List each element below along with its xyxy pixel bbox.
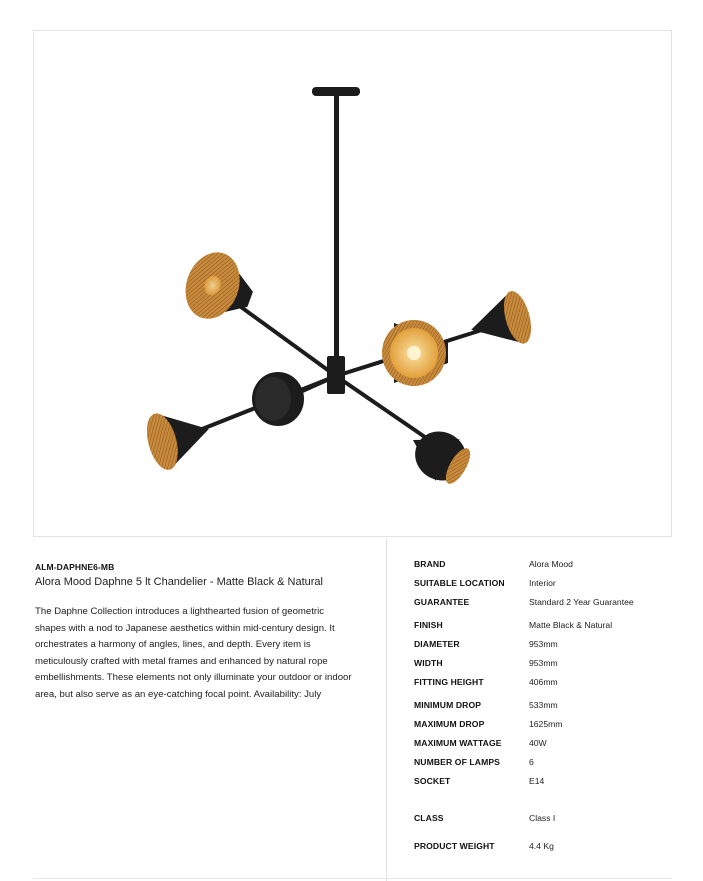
spec-value-location: Interior: [529, 578, 556, 588]
product-title: Alora Mood Daphne 5 lt Chandelier - Matte Black & Natural: [35, 576, 323, 588]
product-description: The Daphne Collection introduces a lighthearted fusion of geometric shapes with a nod to Japanese aesthetics within mid-century design. It orchestrates a harmony of angles, lines, and depth. Every item is meticulously crafted with metal frames and enhanced by natural rope embellishments. These elements not only illuminate your outdoor or indoor area, but also serve as an eye-catching focal point. Availability: July: [35, 606, 352, 700]
spec-label-class: CLASS: [414, 813, 444, 823]
spec-value-min-drop: 533mm: [529, 700, 558, 710]
arm: [336, 376, 438, 446]
lamp-shade: [252, 372, 304, 426]
column-divider: [386, 538, 387, 881]
spec-label-finish: FINISH: [414, 620, 443, 630]
arm: [230, 299, 336, 376]
spec-label-guarantee: GUARANTEE: [414, 597, 470, 607]
spec-value-max-drop: 1625mm: [529, 719, 563, 729]
ceiling-canopy: [312, 87, 360, 96]
spec-value-brand: Alora Mood: [529, 559, 573, 569]
chandelier-image: [34, 31, 673, 538]
spec-value-finish: Matte Black & Natural: [529, 620, 613, 630]
spec-value-weight: 4.4 Kg: [529, 841, 554, 851]
spec-label-weight: PRODUCT WEIGHT: [414, 841, 495, 851]
lamp-shade: [464, 288, 536, 356]
spec-value-diameter: 953mm: [529, 639, 558, 649]
spec-label-max-wattage: MAXIMUM WATTAGE: [414, 738, 502, 748]
lamp-shade: [177, 245, 262, 331]
lamp-shade: [382, 320, 448, 386]
spec-label-min-drop: MINIMUM DROP: [414, 700, 482, 710]
spec-label-diameter: DIAMETER: [414, 639, 460, 649]
spec-label-max-drop: MAXIMUM DROP: [414, 719, 485, 729]
spec-label-lamps: NUMBER OF LAMPS: [414, 757, 501, 767]
spec-label-socket: SOCKET: [414, 776, 451, 786]
spec-label-brand: BRAND: [414, 559, 446, 569]
spec-label-width: WIDTH: [414, 658, 443, 668]
product-sku: ALM-DAPHNE6-MB: [35, 562, 115, 572]
lamp-shade: [141, 401, 216, 473]
spec-value-lamps: 6: [529, 757, 534, 767]
center-hub: [327, 356, 345, 394]
suspension-rod: [334, 95, 339, 365]
bottom-divider: [33, 878, 672, 879]
product-image-frame: [33, 30, 672, 537]
spec-value-socket: E14: [529, 776, 545, 786]
spec-label-location: SUITABLE LOCATION: [414, 578, 505, 588]
spec-value-max-wattage: 40W: [529, 738, 547, 748]
spec-value-guarantee: Standard 2 Year Guarantee: [529, 597, 634, 607]
spec-value-class: Class I: [529, 813, 556, 823]
spec-label-fitting-height: FITTING HEIGHT: [414, 677, 484, 687]
spec-value-width: 953mm: [529, 658, 558, 668]
spec-value-fitting-height: 406mm: [529, 677, 558, 687]
